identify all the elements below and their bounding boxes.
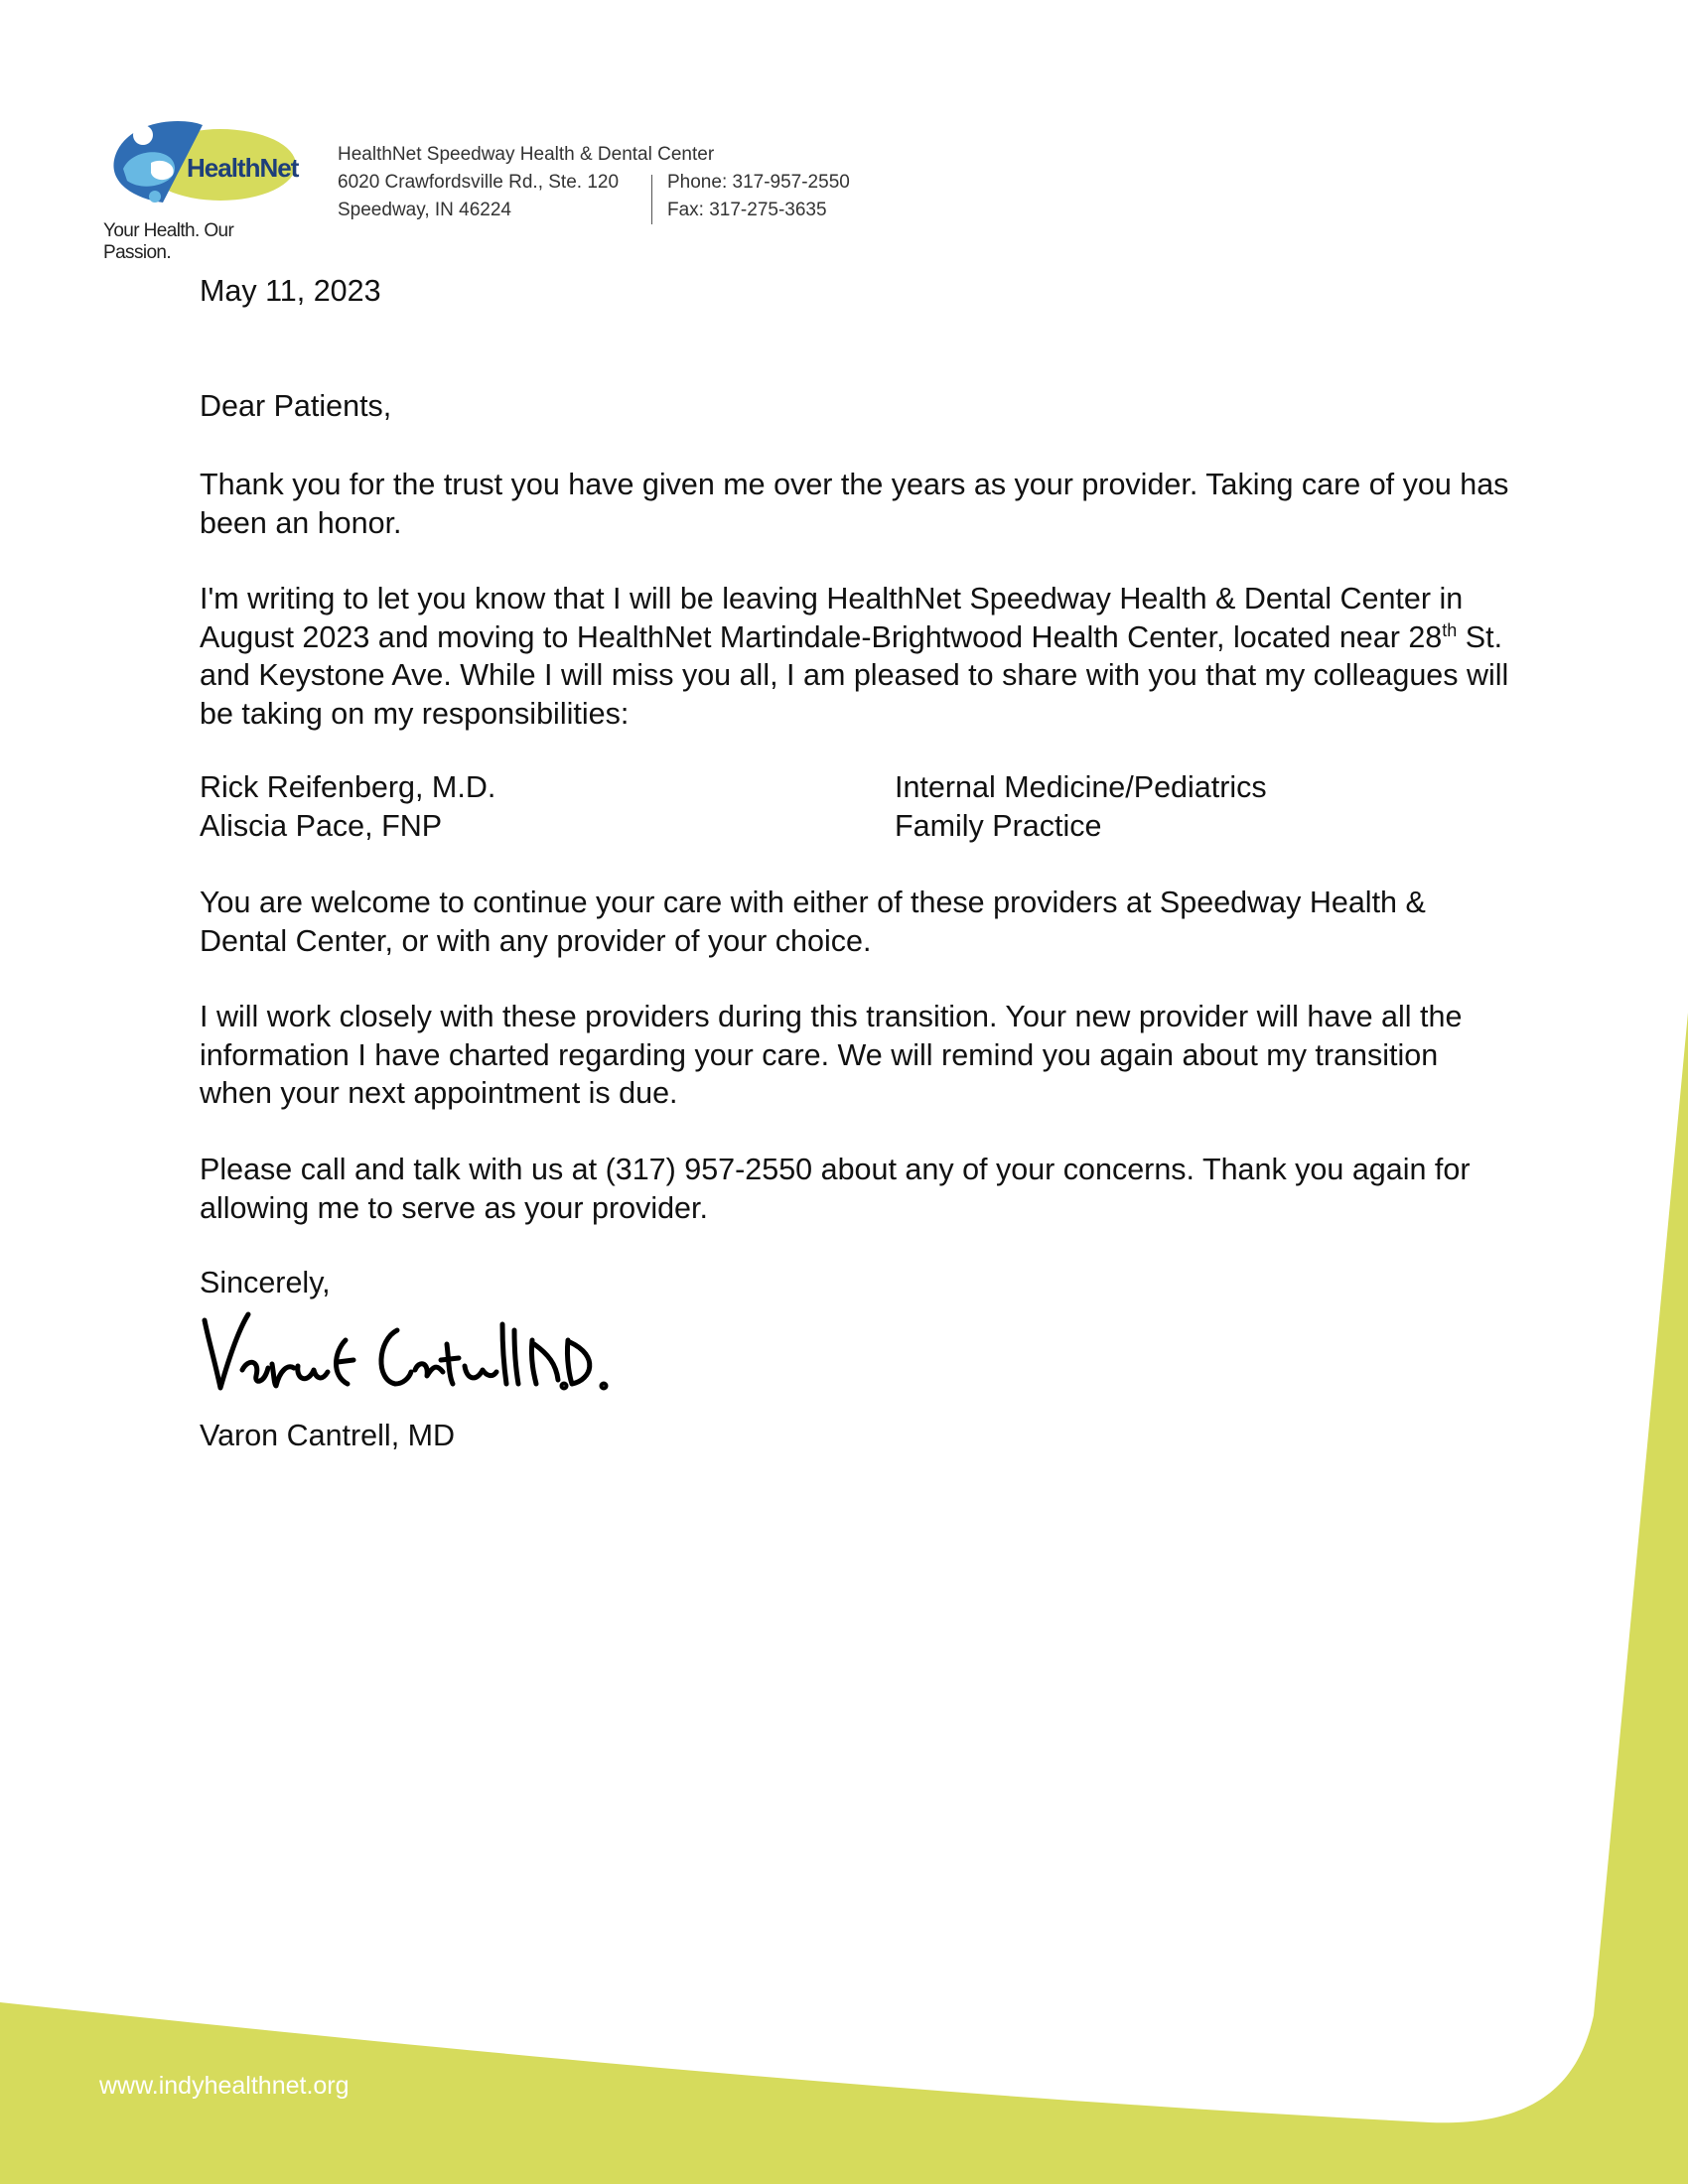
letter-closing: Sincerely, xyxy=(200,1266,331,1299)
letterhead-divider xyxy=(651,175,652,224)
letter-salutation: Dear Patients, xyxy=(200,389,392,423)
provider-name: Rick Reifenberg, M.D. xyxy=(200,770,496,804)
letter-signer: Varon Cantrell, MD xyxy=(200,1419,456,1452)
letterhead-fax: Fax: 317-275-3635 xyxy=(667,200,827,220)
provider-specialty: Internal Medicine/Pediatrics xyxy=(895,770,1267,804)
letter-paragraph-5: Please call and talk with us at (317) 957-2550 about any of your concerns. Thank you again for allowing me to serve as your provider. xyxy=(200,1153,1471,1225)
healthnet-logo xyxy=(103,111,302,263)
signature-image xyxy=(199,1300,616,1410)
svg-text:HealthNet: HealthNet xyxy=(187,153,299,183)
provider-row xyxy=(200,809,1391,844)
provider-specialty: Family Practice xyxy=(895,809,1102,843)
footer-website-link[interactable]: www.indyhealthnet.org xyxy=(99,2072,350,2100)
provider-name: Aliscia Pace, FNP xyxy=(200,809,443,843)
letter-date: May 11, 2023 xyxy=(200,274,381,308)
letterhead-address xyxy=(338,141,714,224)
letter-paragraph-4: I will work closely with these providers during this transition. Your new provider will have all the information I have charted regarding your care. We will remind you again about my transition when your next appointment is due. xyxy=(200,1000,1463,1110)
letterhead-address-line1: 6020 Crawfordsville Rd., Ste. 120 xyxy=(338,172,620,193)
logo-tagline: Your Health. Our Passion. xyxy=(103,220,234,263)
letterhead-address-line2: Speedway, IN 46224 xyxy=(338,200,511,220)
logo-mark-icon xyxy=(103,111,302,218)
letterhead-org: HealthNet Speedway Health & Dental Center xyxy=(338,144,715,165)
letter-paragraph-2: I'm writing to let you know that I will be leaving HealthNet Speedway Health & Dental Center in August 2023 and moving to HealthNet Martindale-Brightwood Health Center, located near 28th St. and Keystone Ave. While I will miss you all, I am pleased to share with you that my colleagues will be taking on my responsibilities: xyxy=(200,582,1509,731)
letterhead-contact xyxy=(667,169,850,224)
letter-paragraph-3: You are welcome to continue your care with either of these providers at Speedway Health & Dental Center, or with any provider of your choice. xyxy=(200,886,1426,958)
letterhead-phone: Phone: 317-957-2550 xyxy=(667,172,850,193)
provider-row xyxy=(200,770,1391,805)
letter-paragraph-1: Thank you for the trust you have given me over the years as your provider. Taking care of you has been an honor. xyxy=(200,468,1509,540)
